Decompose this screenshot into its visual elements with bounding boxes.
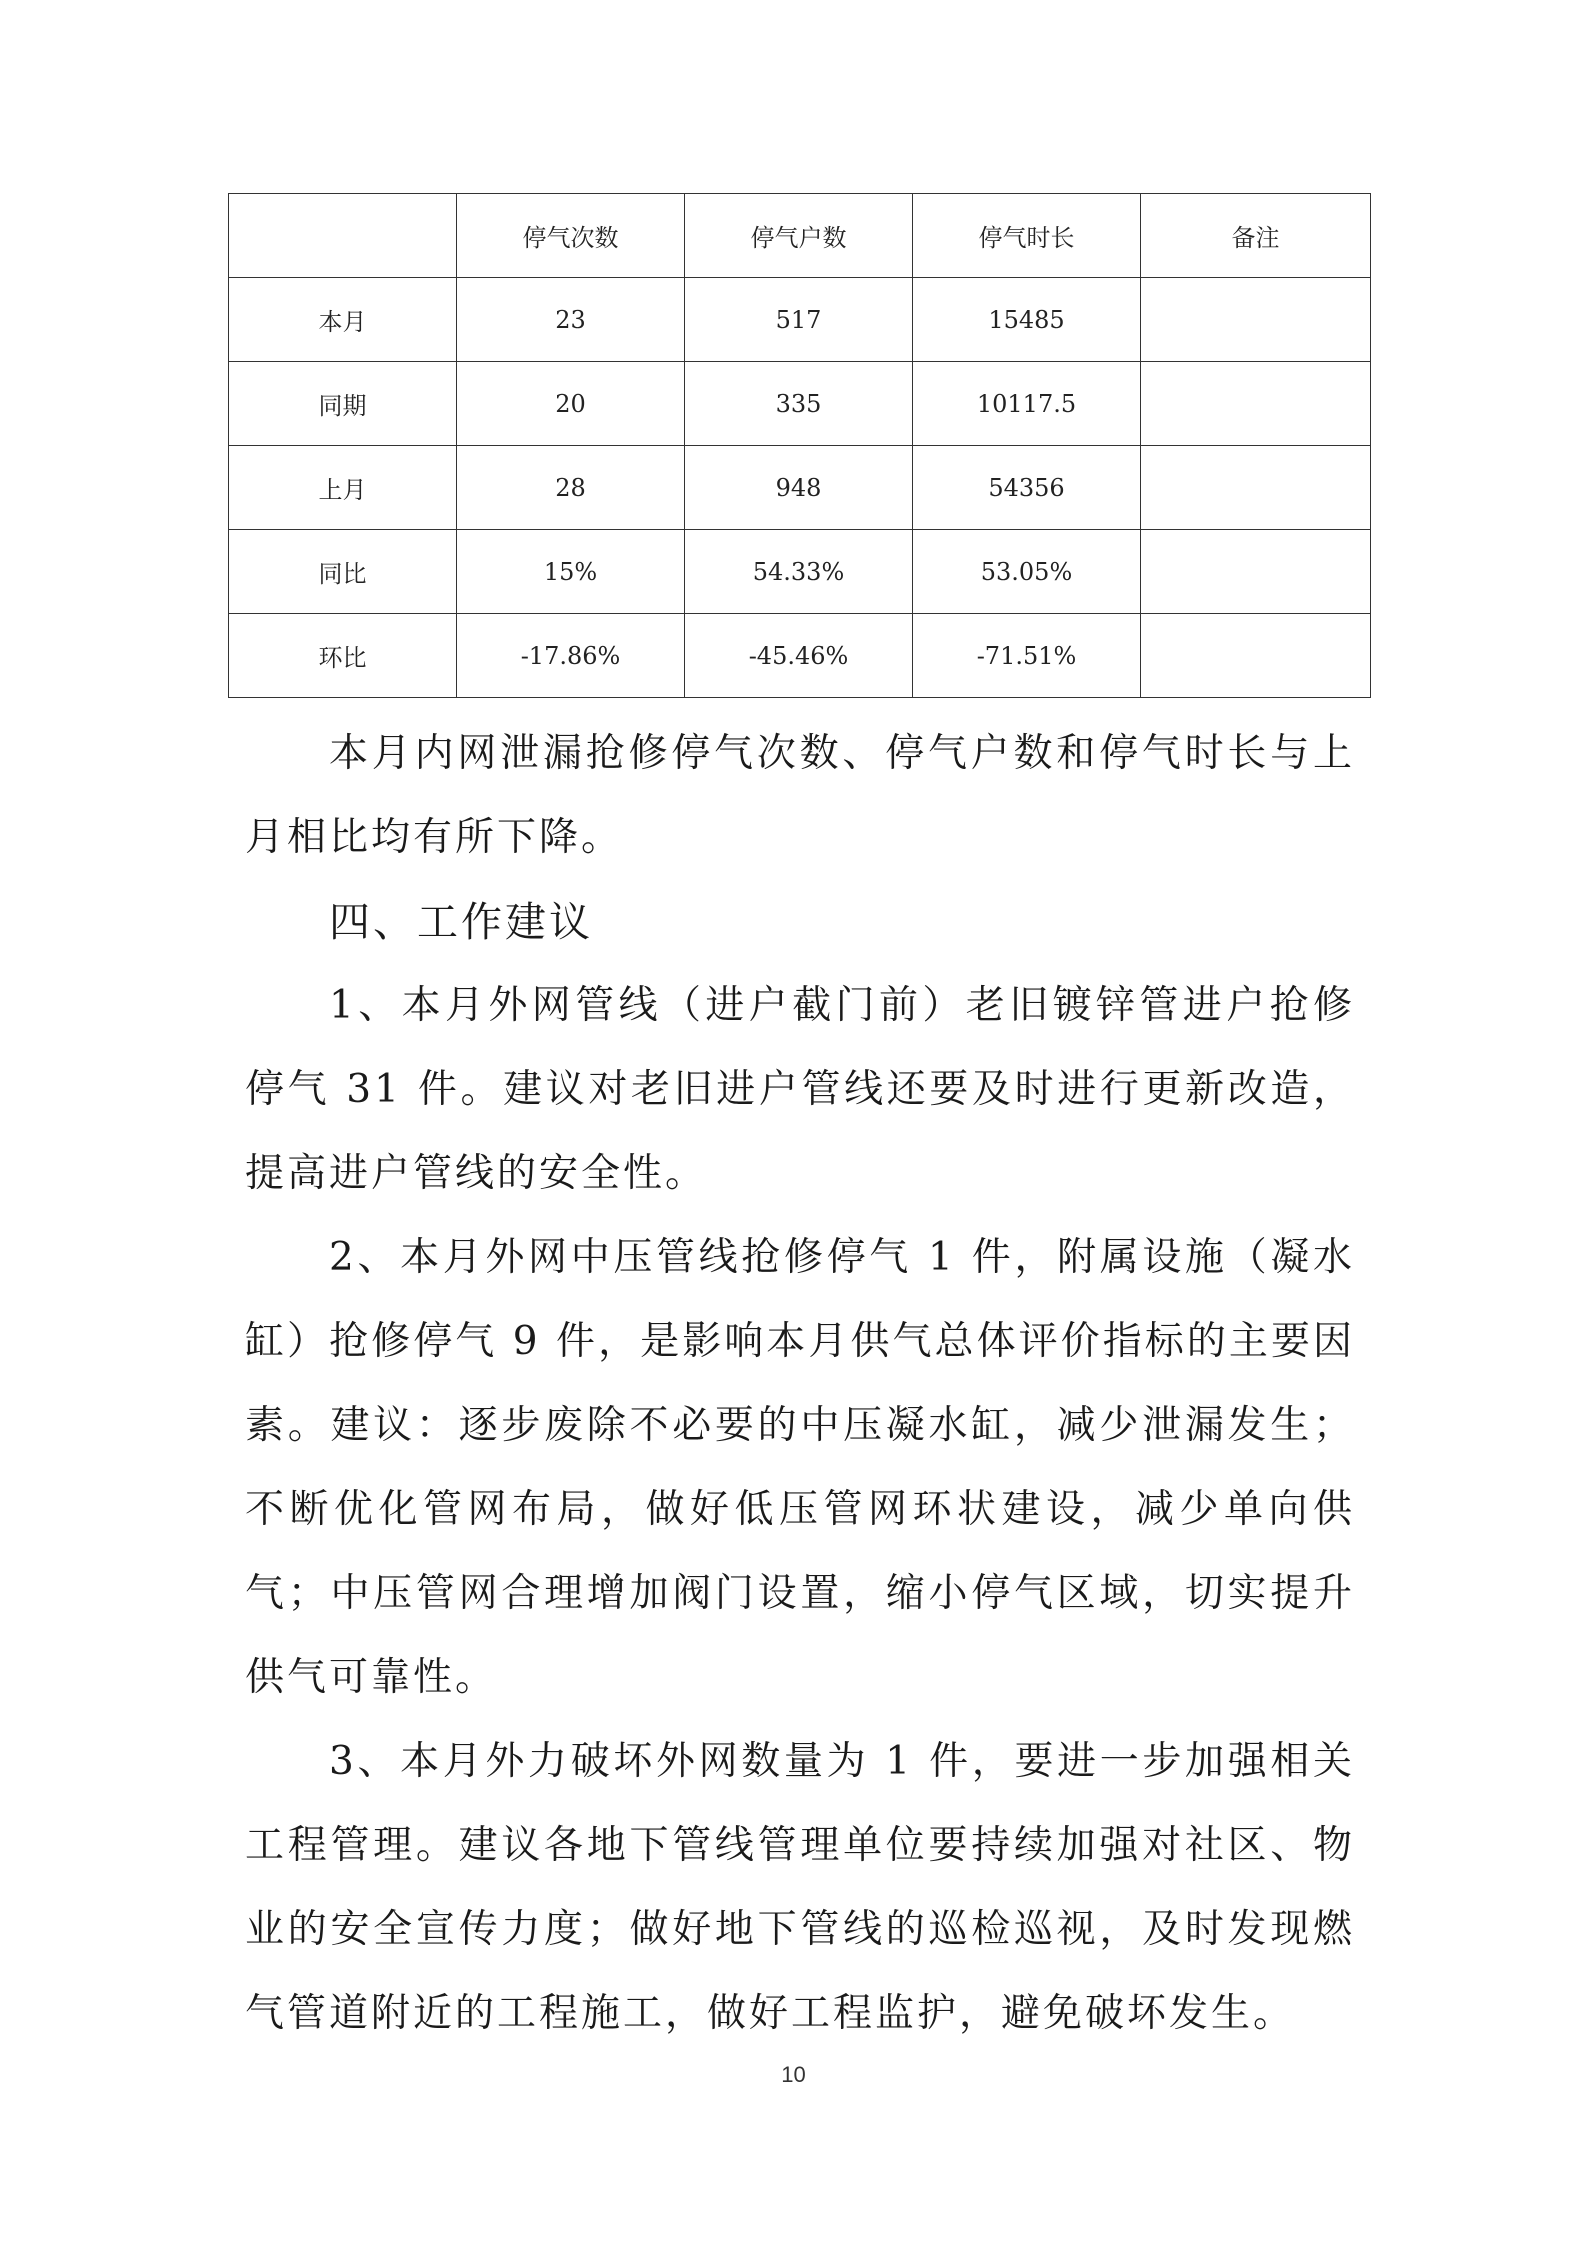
summary-paragraph: 本月内网泄漏抢修停气次数、停气户数和停气时长与上月相比均有所下降。 (245, 731, 1355, 860)
cell-households: -45.46% (685, 614, 913, 698)
cell-note (1141, 614, 1371, 698)
cell-count: -17.86% (457, 614, 685, 698)
cell-duration: 53.05% (913, 530, 1141, 614)
cell-households: 517 (685, 278, 913, 362)
section-heading: 四、工作建议 (329, 898, 593, 946)
table-header-row (229, 194, 1371, 278)
cell-households: 54.33% (685, 530, 913, 614)
table-header-corner (229, 194, 457, 278)
cell-note (1141, 278, 1371, 362)
row-label: 本月 (229, 278, 457, 362)
row-label: 同期 (229, 362, 457, 446)
cell-count: 20 (457, 362, 685, 446)
outage-statistics-table (228, 193, 1371, 698)
table-row (229, 278, 1371, 362)
cell-note (1141, 530, 1371, 614)
row-label: 同比 (229, 530, 457, 614)
recommendation-paragraph-2: 2、本月外网中压管线抢修停气 1 件，附属设施（凝水缸）抢修停气 9 件，是影响本月供气总体评价指标的主要因素。建议：逐步废除不必要的中压凝水缸，减少泄漏发生；不断优化管网布局，做好低压管网环状建设，减少单向供气；中压管网合理增加阀门设置，缩小停气区域，切实提升供气可靠性。 (245, 1235, 1355, 1700)
table-header-duration: 停气时长 (913, 194, 1141, 278)
cell-households: 335 (685, 362, 913, 446)
cell-note (1141, 446, 1371, 530)
recommendation-paragraph-1: 1、本月外网管线（进户截门前）老旧镀锌管进户抢修停气 31 件。建议对老旧进户管线还要及时进行更新改造，提高进户管线的安全性。 (245, 983, 1355, 1196)
recommendation-paragraph-3: 3、本月外力破坏外网数量为 1 件，要进一步加强相关工程管理。建议各地下管线管理单位要持续加强对社区、物业的安全宣传力度；做好地下管线的巡检巡视，及时发现燃气管道附近的工程施工，做好工程监护，避免破坏发生。 (245, 1739, 1355, 2036)
table-row (229, 530, 1371, 614)
row-label: 上月 (229, 446, 457, 530)
table-row (229, 614, 1371, 698)
table-header-households: 停气户数 (685, 194, 913, 278)
page-number: 10 (781, 2062, 806, 2087)
table-header-note: 备注 (1141, 194, 1371, 278)
cell-duration: 10117.5 (913, 362, 1141, 446)
cell-note (1141, 362, 1371, 446)
cell-duration: 15485 (913, 278, 1141, 362)
cell-count: 15% (457, 530, 685, 614)
table-header-count: 停气次数 (457, 194, 685, 278)
table-row (229, 446, 1371, 530)
table-row (229, 362, 1371, 446)
cell-households: 948 (685, 446, 913, 530)
cell-count: 28 (457, 446, 685, 530)
cell-count: 23 (457, 278, 685, 362)
row-label: 环比 (229, 614, 457, 698)
cell-duration: -71.51% (913, 614, 1141, 698)
cell-duration: 54356 (913, 446, 1141, 530)
